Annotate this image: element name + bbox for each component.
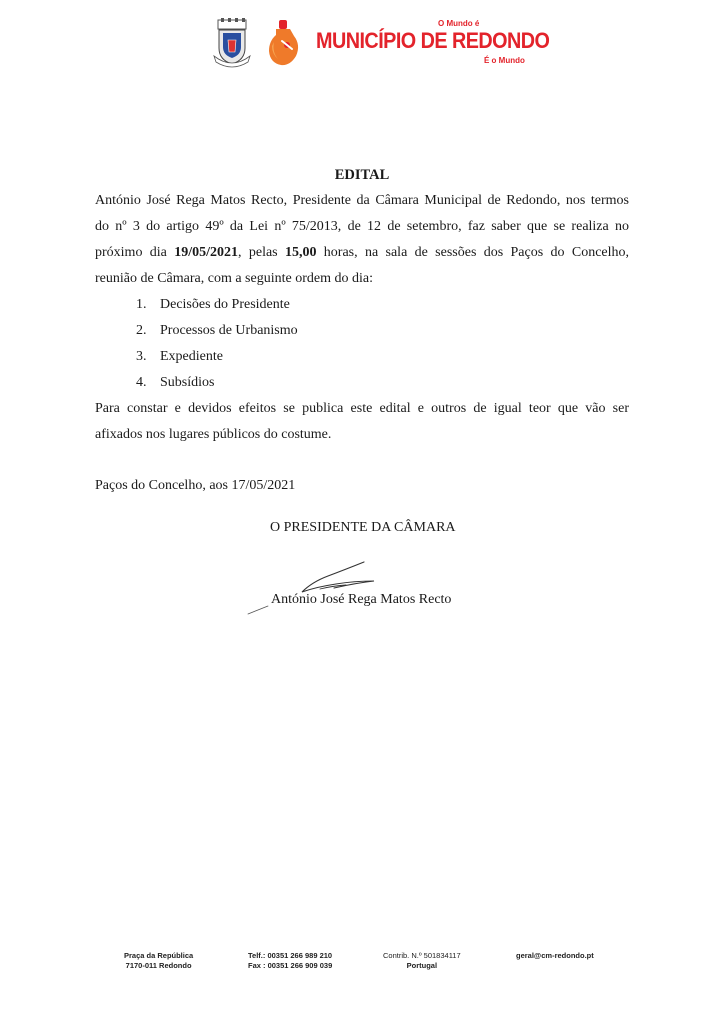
- footer-email: geral@cm-redondo.pt: [516, 951, 594, 960]
- signatory-name: António José Rega Matos Recto: [271, 592, 452, 607]
- meeting-date: 19/05/2021: [174, 245, 239, 260]
- address-line: Praça da República: [124, 951, 194, 960]
- document-title: EDITAL: [334, 167, 390, 183]
- footer-tax: [383, 951, 461, 971]
- meeting-line: [95, 240, 629, 266]
- meeting-line-mid: , pelas: [238, 245, 285, 260]
- agenda-item-label: Subsídios: [160, 375, 215, 390]
- agenda-item-number: 3.: [136, 349, 147, 364]
- contributor-number: Contrib. N.º 501834117: [383, 951, 461, 960]
- country: Portugal: [406, 961, 438, 970]
- meeting-line-post: horas, na sala de sessões dos Paços do Concelho,: [316, 245, 630, 260]
- agenda-item: [136, 318, 298, 344]
- agenda-item-label: Decisões do Presidente: [160, 297, 290, 312]
- closing-paragraph: [95, 396, 629, 448]
- agenda-list: [136, 292, 298, 396]
- municipal-coat-of-arms-icon: [212, 18, 252, 68]
- clay-jar-logo-icon: [266, 18, 302, 68]
- fax: Fax : 00351 266 909 039: [248, 961, 333, 970]
- agenda-item-number: 4.: [136, 375, 147, 390]
- letterhead: [212, 18, 550, 70]
- place-date: Paços do Concelho, aos 17/05/2021: [95, 478, 296, 493]
- agenda-item-number: 1.: [136, 297, 147, 312]
- agenda-item-number: 2.: [136, 323, 147, 338]
- meeting-line-pre: próximo dia: [95, 245, 175, 260]
- intro-line: António José Rega Matos Recto, Presidente da Câmara Municipal de Redondo, nos termos: [95, 193, 629, 208]
- meeting-time: 15,00: [284, 245, 317, 260]
- brand-tagline-top: O Mundo é: [438, 19, 480, 28]
- agenda-item: [136, 344, 298, 370]
- handwritten-signature: [246, 556, 396, 618]
- telephone: Telf.: 00351 266 989 210: [248, 951, 333, 960]
- agenda-item: [136, 292, 298, 318]
- closing-line: Para constar e devidos efeitos se publica este edital e outros de igual teor que vão ser: [95, 401, 629, 416]
- agenda-item: [136, 370, 298, 396]
- intro-line: reunião de Câmara, com a seguinte ordem do dia:: [95, 271, 373, 286]
- closing-line: afixados nos lugares públicos do costume.: [95, 427, 332, 442]
- intro-paragraph: [95, 188, 629, 292]
- footer-phone: [248, 951, 332, 971]
- footer-address: [124, 951, 193, 971]
- intro-line: do nº 3 do artigo 49º da Lei nº 75/2013, de 12 de setembro, faz saber que se realiza no: [95, 219, 629, 234]
- agenda-item-label: Processos de Urbanismo: [160, 323, 298, 338]
- address-line: 7170-011 Redondo: [125, 961, 192, 970]
- brand-name: MUNICÍPIO DE REDONDO: [316, 28, 550, 53]
- signatory-title: O PRESIDENTE DA CÂMARA: [270, 520, 456, 535]
- agenda-item-label: Expediente: [160, 349, 223, 364]
- brand-tagline-bottom: É o Mundo: [484, 56, 525, 65]
